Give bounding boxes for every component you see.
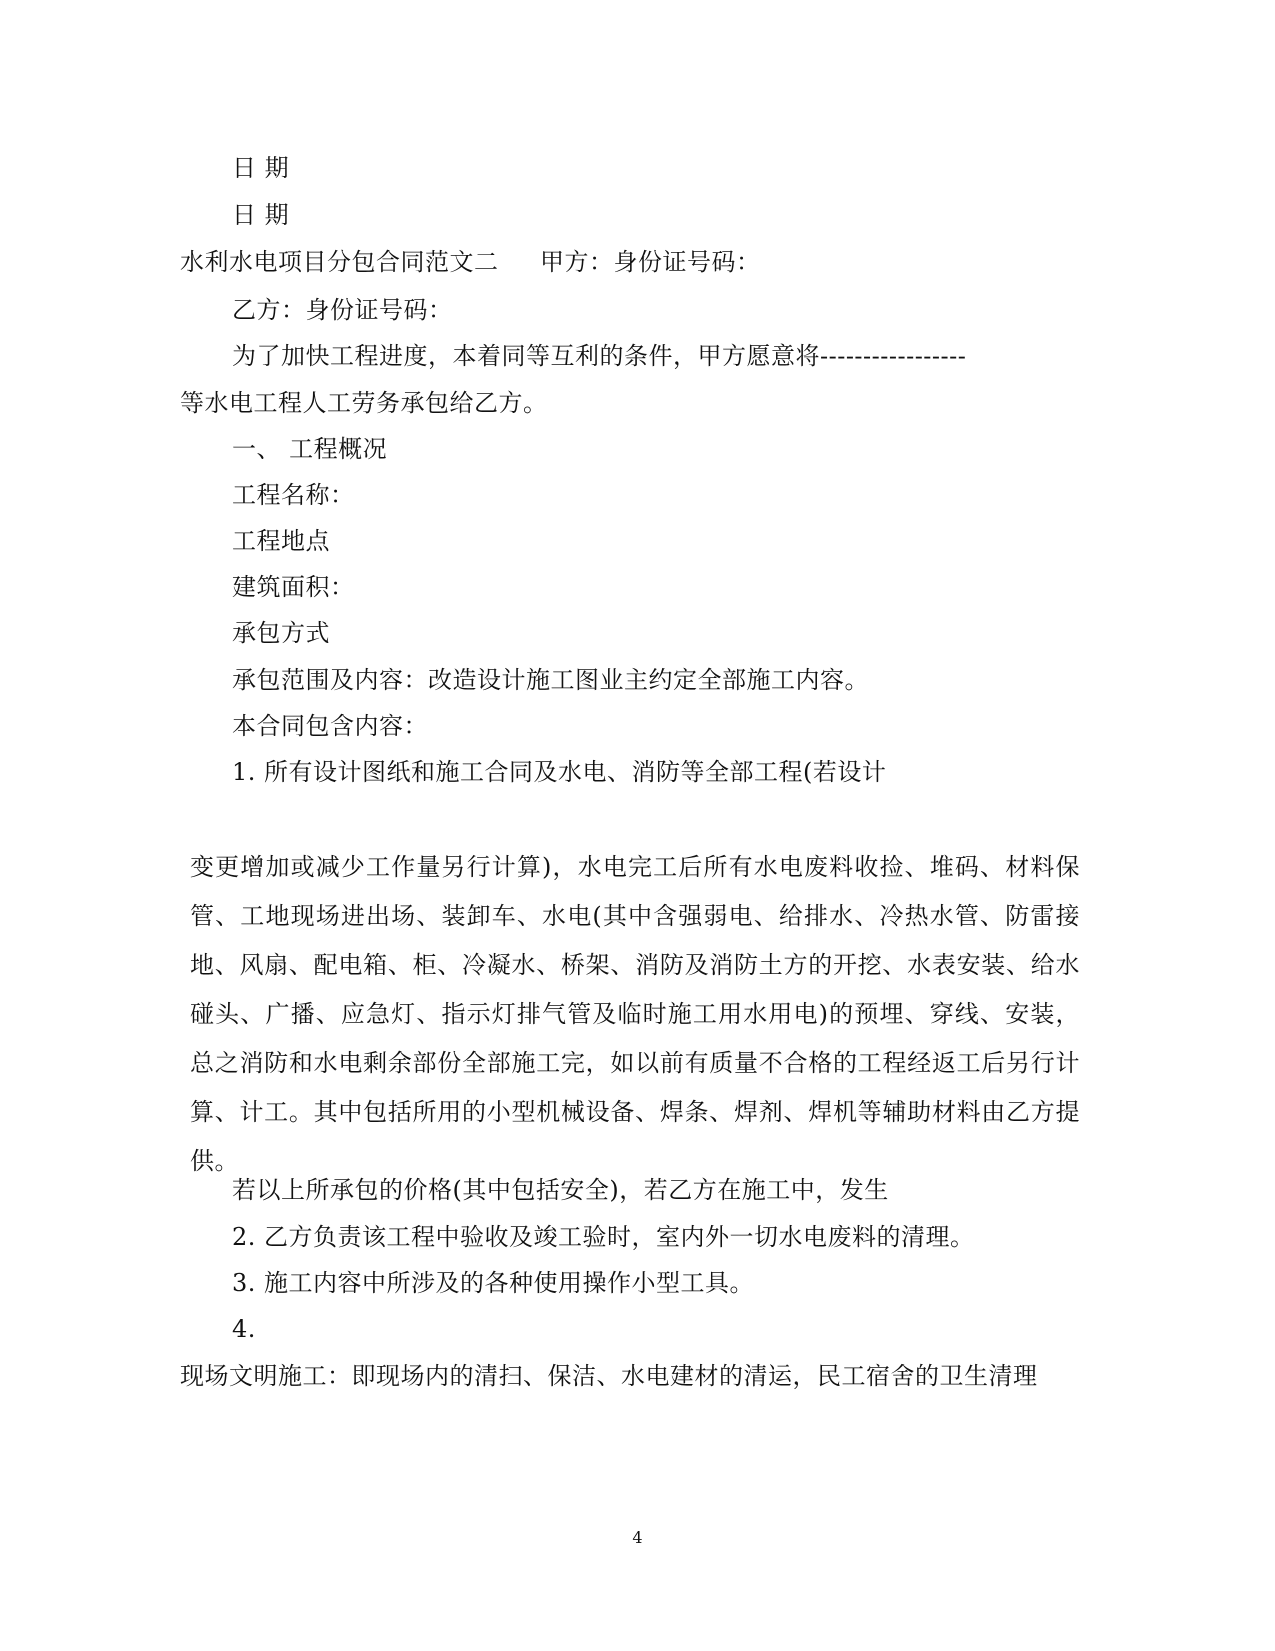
date-line-1: 日 期 [232,154,290,182]
list-item-1: 1. 所有设计图纸和施工合同及水电、消防等全部工程(若设计 [232,758,887,786]
list-item-2: 2. 乙方负责该工程中验收及竣工验时，室内外一切水电废料的清理。 [232,1223,975,1251]
field-project-location: 工程地点 [232,527,330,555]
section-heading-overview: 一、 工程概况 [232,435,388,463]
intro-line-2: 等水电工程人工劳务承包给乙方。 [180,389,548,417]
party-a-line: 甲方：身份证号码： [540,248,761,276]
party-b-line: 乙方：身份证号码： [232,296,453,324]
field-project-name: 工程名称： [232,481,355,509]
field-contract-scope: 承包范围及内容：改造设计施工图业主约定全部施工内容。 [232,666,869,694]
date-line-2: 日 期 [232,201,290,229]
price-clause-line: 若以上所承包的价格(其中包括安全)，若乙方在施工中，发生 [232,1176,889,1204]
site-civilization-line: 现场文明施工：即现场内的清扫、保洁、水电建材的清运，民工宿舍的卫生清理 [180,1362,1038,1390]
field-contract-contents: 本合同包含内容： [232,712,428,740]
list-item-4: 4. [232,1315,256,1343]
document-title: 水利水电项目分包合同范文二 [180,248,499,276]
main-paragraph: 变更增加或减少工作量另行计算)，水电完工后所有水电废料收捡、堆码、材料保管、工地现场进出场、装卸车、水电(其中含强弱电、给排水、冷热水管、防雷接地、风扇、配电箱、柜、冷凝水、桥架、消防及消防土方的开挖、水表安装、给水碰头、广播、应急灯、指示灯排气管及临时施工用水用电)的预埋、穿线、安装，总之消防和水电剩余部份全部施工完，如以前有质量不合格的工程经返工后另行计算、计工。其中包括所用的小型机械设备、焊条、焊剂、焊机等辅助材料由乙方提供。 [190,853,1080,1175]
page-number: 4 [632,1528,643,1547]
intro-line-1: 为了加快工程进度，本着同等互利的条件，甲方愿意将----------------- [232,342,967,370]
list-item-3: 3. 施工内容中所涉及的各种使用操作小型工具。 [232,1269,755,1297]
field-contract-method: 承包方式 [232,619,330,647]
field-building-area: 建筑面积： [232,573,355,601]
